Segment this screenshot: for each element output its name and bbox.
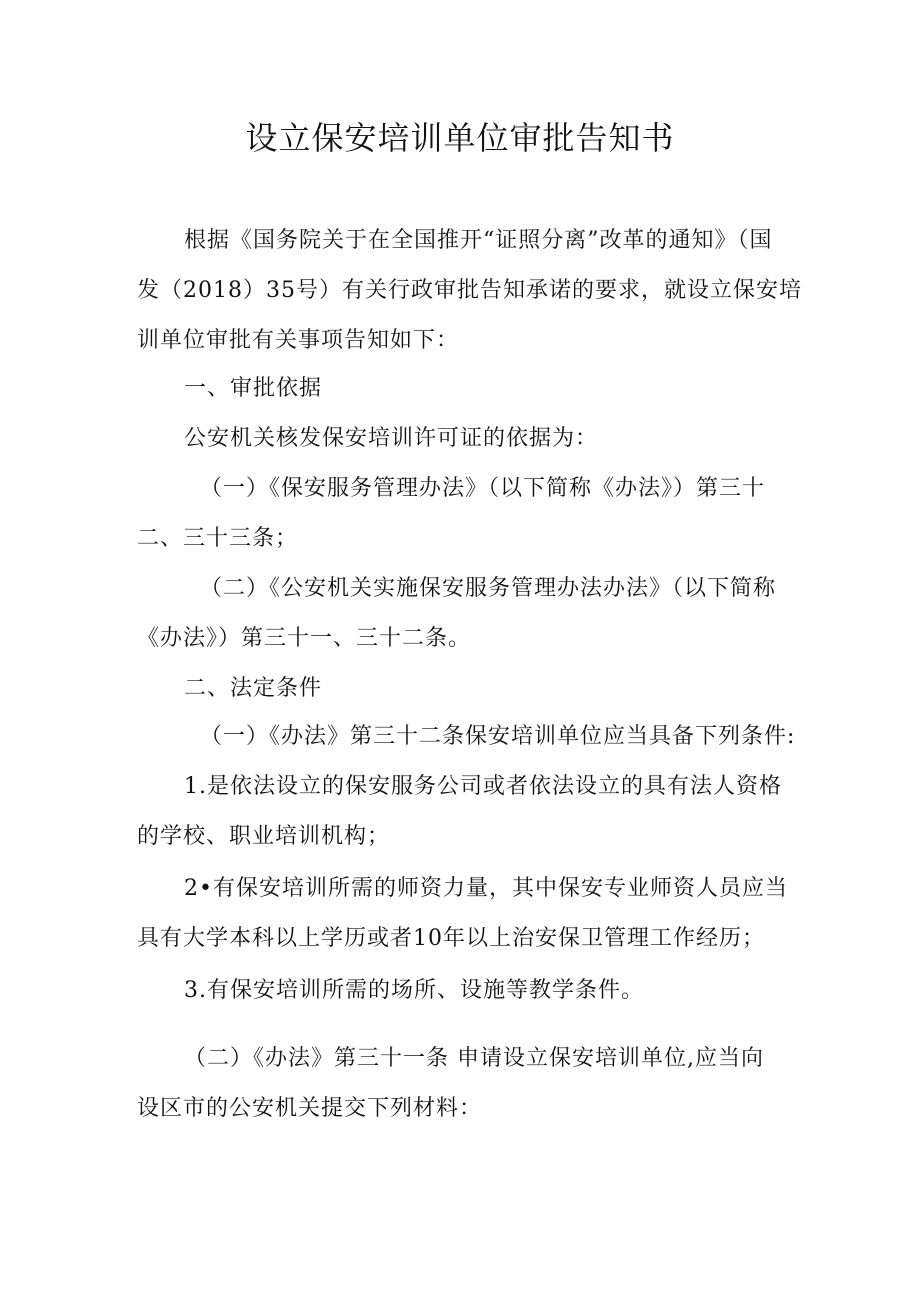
section-heading-approval-basis: 一、审批依据 bbox=[184, 376, 323, 401]
section-heading-legal-conditions: 二、法定条件 bbox=[184, 676, 323, 701]
conditions-item-1-heading: （一）《办法》第三十二条保安培训单位应当具备下列条件: bbox=[200, 724, 796, 749]
condition-2-line-2: 具有大学本科以上学历或者10年以上治安保卫管理工作经历； bbox=[137, 926, 765, 951]
conditions-item-2-line-2: 设区市的公安机关提交下列材料： bbox=[137, 1096, 483, 1121]
basis-item-1-line-1: （一）《保安服务管理办法》（以下简称《办法》）第三十 bbox=[200, 476, 766, 501]
condition-3-line-1: 3.有保安培训所需的场所、设施等教学条件。 bbox=[184, 978, 644, 1003]
basis-item-2-line-1: （二）《公安机关实施保安服务管理办法办法》（以下简称 bbox=[200, 576, 777, 601]
paragraph-intro-line-3: 训单位审批有关事项告知如下： bbox=[137, 328, 460, 353]
paragraph-intro-line-2: 发（2018）35号）有关行政审批告知承诺的要求，就设立保安培 bbox=[137, 278, 802, 303]
paragraph-intro-line-1: 根据《国务院关于在全国推开“证照分离”改革的通知》（国 bbox=[184, 228, 773, 253]
document-title: 设立保安培训单位审批告知书 bbox=[245, 119, 675, 157]
basis-item-2-line-2: 《办法》）第三十一、三十二条。 bbox=[137, 626, 472, 651]
basis-item-1-line-2: 二、三十三条； bbox=[137, 526, 299, 551]
conditions-item-2-line-1: （二）《办法》第三十一条 申请设立保安培训单位,应当向 bbox=[184, 1046, 764, 1071]
condition-2-line-1: 2•有保安培训所需的师资力量，其中保安专业师资人员应当 bbox=[184, 876, 788, 901]
condition-1-line-2: 的学校、职业培训机构； bbox=[137, 824, 391, 849]
paragraph-basis-intro: 公安机关核发保安培训许可证的依据为： bbox=[184, 426, 599, 451]
condition-1-line-1: 1.是依法设立的保安服务公司或者依法设立的具有法人资格 bbox=[184, 774, 782, 799]
